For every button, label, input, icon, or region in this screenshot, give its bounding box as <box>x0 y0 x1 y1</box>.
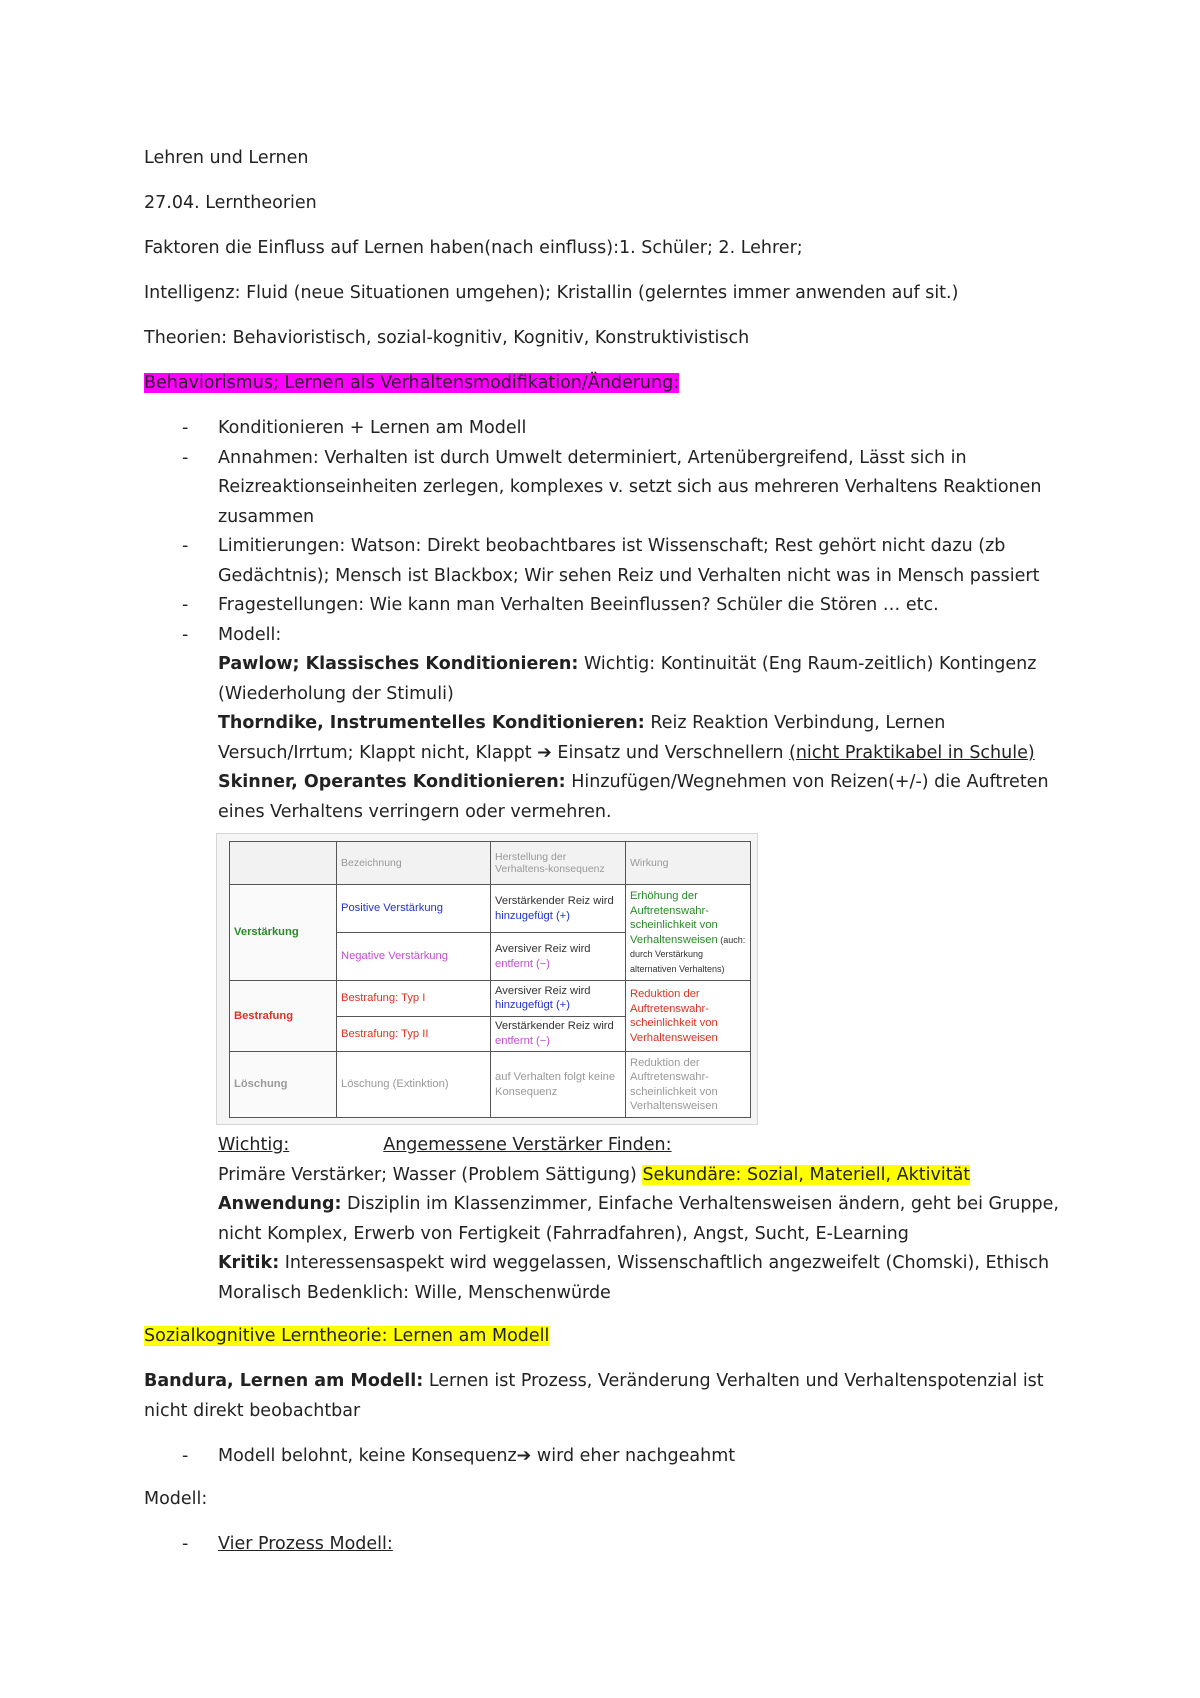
pawlow-paragraph <box>218 650 1084 709</box>
theorien-paragraph: Theorien: Behavioristisch, sozial-kognitiv, Kognitiv, Konstruktivistisch <box>144 328 750 348</box>
modell-label: - Modell: <box>218 624 282 645</box>
table-cell <box>491 885 626 933</box>
table-cell: Reduktion der Auftretenswahr-scheinlichkeit von Verhaltensweisen <box>626 1052 751 1118</box>
table-cell <box>626 885 751 981</box>
date-topic: 27.04. Lerntheorien <box>144 193 317 213</box>
wichtig-label: Wichtig: <box>218 1135 290 1155</box>
table-header: Herstellung der Verhaltens-konsequenz <box>491 842 626 885</box>
intelligenz-paragraph: Intelligenz: Fluid (neue Situationen umgehen); Kristallin (gelerntes immer anwenden auf sit.) <box>144 283 959 303</box>
table-cell-text: hinzugefügt (+) <box>495 999 570 1012</box>
table-cell: auf Verhalten folgt keine Konsequenz <box>491 1052 626 1118</box>
thorndike-paragraph <box>218 709 1084 768</box>
table-header: Wirkung <box>626 842 751 885</box>
kritik-text: Interessensaspekt wird weggelassen, Wissenschaftlich angezweifelt (Chomski), Ethisch Moralisch Bedenklich: Wille, Menschenwürde <box>218 1253 1050 1303</box>
arrow-icon: ➔ <box>516 1445 532 1466</box>
faktoren-paragraph: Faktoren die Einfluss auf Lernen haben(nach einfluss):1. Schüler; 2. Lehrer; <box>144 238 803 258</box>
table-cell-text: Erhöhung der Auftretenswahr-scheinlichkeit von Verhaltensweisen <box>630 890 718 946</box>
table-cell-text: entfernt (−) <box>495 1034 551 1047</box>
table-category-bestrafung: Bestrafung <box>230 981 337 1052</box>
table-cell: Bestrafung: Typ II <box>337 1016 491 1052</box>
table-cell-text: Aversiver Reiz wird <box>495 943 591 956</box>
thorndike-text-2: Einsatz und Verschnellern <box>551 742 790 763</box>
kritik-paragraph <box>218 1249 1084 1308</box>
document-body <box>144 144 1084 1574</box>
document-title: Lehren und Lernen <box>144 148 309 168</box>
modell-heading: Modell: <box>144 1489 208 1509</box>
skinner-label: Skinner, Operantes Konditionieren: <box>218 772 566 792</box>
table-cell: Negative Verstärkung <box>337 933 491 981</box>
kritik-label: Kritik: <box>218 1253 280 1273</box>
sozial-heading-text: Sozialkognitive Lerntheorie: Lernen am Modell <box>144 1326 550 1346</box>
list-item <box>144 1530 1084 1560</box>
thorndike-text: Reiz Reaktion Verbindung, Lernen Versuch/Irrtum; Klappt nicht, Klappt <box>218 713 946 763</box>
table-header: Bezeichnung <box>337 842 491 885</box>
arrow-icon: ➔ <box>537 742 552 763</box>
table-category-loeschung: Löschung <box>230 1052 337 1118</box>
behaviorismus-heading-text: Behaviorismus; Lernen als Verhaltensmodifikation/Änderung: <box>144 373 680 393</box>
list-item <box>144 1442 1084 1472</box>
table-cell-text: Aversiver Reiz wird <box>495 984 591 997</box>
wichtig-text: Angemessene Verstärker Finden: <box>383 1135 672 1155</box>
list-item: - Konditionieren + Lernen am Modell <box>144 414 1084 444</box>
table-cell-text: entfernt (−) <box>495 957 551 970</box>
table-cell: Löschung (Extinktion) <box>337 1052 491 1118</box>
table-row <box>230 981 751 1017</box>
thorndike-underlined: (nicht Praktikabel in Schule) <box>789 742 1035 763</box>
modell-list <box>144 1530 1084 1560</box>
anwendung-label: Anwendung: <box>218 1194 342 1214</box>
table-row <box>230 1052 751 1118</box>
table-cell <box>491 933 626 981</box>
list-item-text: Modell belohnt, keine Konsequenz <box>218 1445 517 1466</box>
table-cell <box>491 981 626 1017</box>
verstaerkung-table <box>229 841 751 1118</box>
primaer-text: Primäre Verstärker; Wasser (Problem Sättigung) <box>218 1164 643 1185</box>
skinner-text: Hinzufügen/Wegnehmen von Reizen(+/-) die Auftreten eines Verhaltens verringern oder vermehren. <box>218 772 1049 822</box>
sekundaer-text: Sekundäre: Sozial, Materiell, Aktivität <box>642 1164 971 1185</box>
table-cell-text: Verstärkender Reiz wird <box>495 895 614 908</box>
verstaerker-line <box>218 1161 1084 1191</box>
list-item: - Fragestellungen: Wie kann man Verhalten Beeinflussen? Schüler die Stören … etc. <box>144 591 1084 621</box>
behaviorismus-heading <box>144 369 1084 399</box>
pawlow-label: Pawlow; Klassisches Konditionieren: <box>218 654 579 674</box>
sozial-list <box>144 1442 1084 1472</box>
bandura-paragraph <box>144 1367 1084 1426</box>
skinner-paragraph <box>218 768 1084 827</box>
list-item: - Limitierungen: Watson: Direkt beobachtbares ist Wissenschaft; Rest gehört nicht dazu (zb Gedächtnis); Mensch ist Blackbox; Wir sehen Reiz und Verhalten nicht was in Mensch passiert <box>144 532 1084 591</box>
table-header-row <box>230 842 751 885</box>
wichtig-line <box>218 1131 1084 1161</box>
verstaerkung-table-image <box>216 833 758 1125</box>
table-cell-note: (auch: durch Verstärkung alternativen Verhaltens) <box>630 934 746 974</box>
anwendung-text: Disziplin im Klassenzimmer, Einfache Verhaltensweisen ändern, geht bei Gruppe, nicht Komplex, Erwerb von Fertigkeit (Fahrradfahren), Angst, Sucht, E-Learning <box>218 1194 1059 1244</box>
table-cell-text: Verstärkender Reiz wird <box>495 1020 614 1033</box>
list-item: - Annahmen: Verhalten ist durch Umwelt determiniert, Artenübergreifend, Lässt sich in Reizreaktionseinheiten zerlegen, komplexes v. setzt sich aus mehreren Verhaltens Reaktionen zusammen <box>144 444 1084 533</box>
table-cell: Reduktion der Auftretenswahr-scheinlichkeit von Verhaltensweisen <box>626 981 751 1052</box>
sozial-heading <box>144 1322 1084 1352</box>
list-item-modell <box>144 621 1084 1309</box>
vier-prozess-modell: Vier Prozess Modell: <box>218 1534 393 1554</box>
table-cell: Positive Verstärkung <box>337 885 491 933</box>
bandura-text: Lernen ist Prozess, Veränderung Verhalten und Verhaltenspotenzial ist nicht direkt beobachtbar <box>144 1371 1044 1421</box>
anwendung-paragraph <box>218 1190 1084 1249</box>
table-cell: Bestrafung: Typ I <box>337 981 491 1017</box>
table-cell <box>491 1016 626 1052</box>
table-category-verstaerkung: Verstärkung <box>230 885 337 981</box>
list-item-text: wird eher nachgeahmt <box>531 1445 736 1466</box>
behaviorismus-list <box>144 414 1084 1308</box>
table-row <box>230 885 751 933</box>
bandura-label: Bandura, Lernen am Modell: <box>144 1371 424 1391</box>
thorndike-label: Thorndike, Instrumentelles Konditionieren: <box>218 713 645 733</box>
pawlow-text: Wichtig: Kontinuität (Eng Raum-zeitlich) Kontingenz (Wiederholung der Stimuli) <box>218 654 1037 704</box>
table-cell-text: hinzugefügt (+) <box>495 909 570 922</box>
table-header-empty <box>230 842 337 885</box>
